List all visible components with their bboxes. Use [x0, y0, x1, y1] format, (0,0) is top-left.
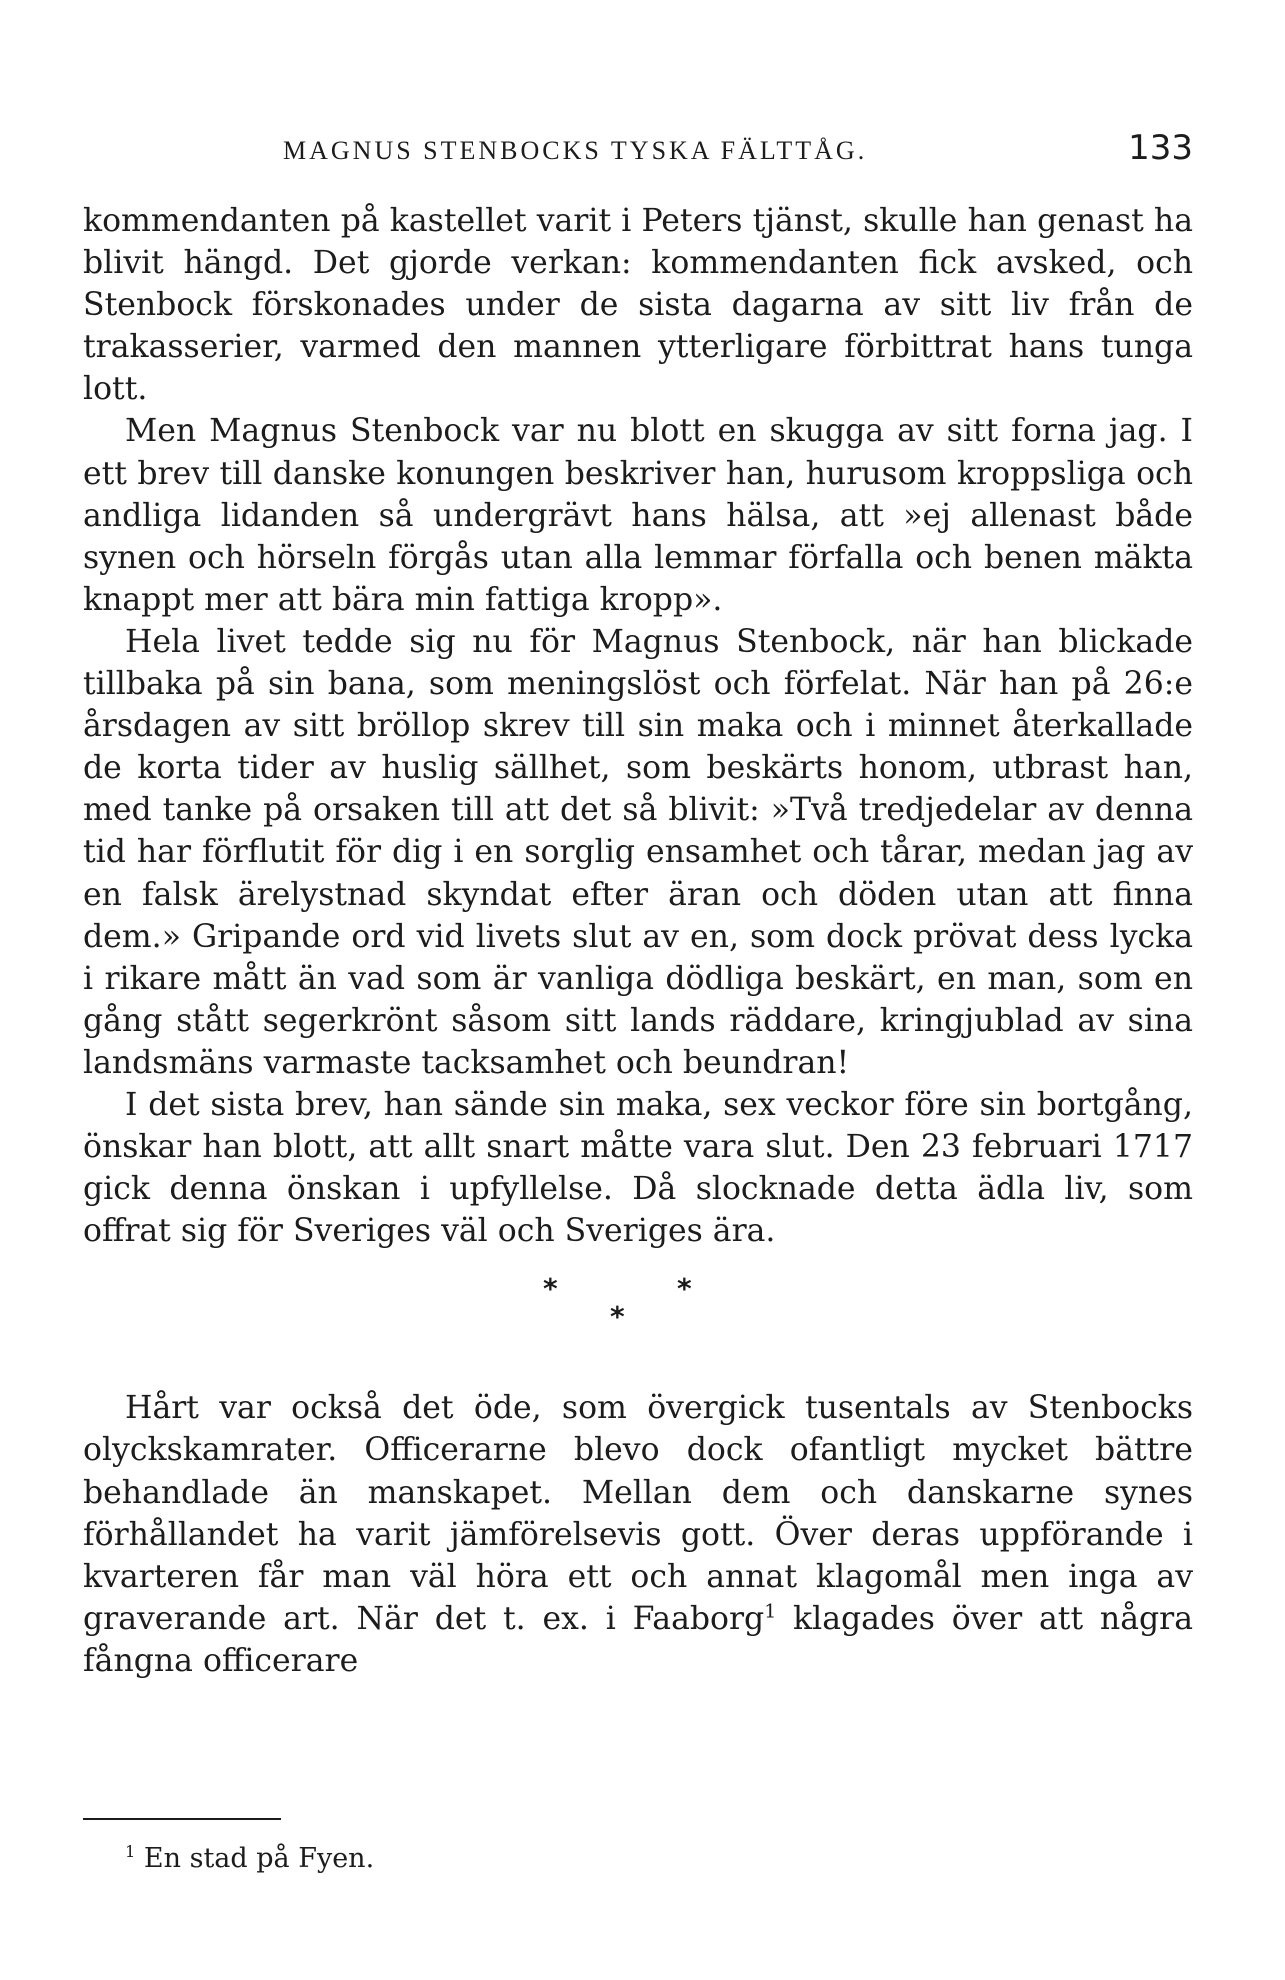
paragraph-2: Men Magnus Stenbock var nu blott en skugga av sitt forna jag. I ett brev till danske konungen beskriver han, hurusom kroppsliga och andliga lidanden så undergrävt hans hälsa, att »ej allenast både synen och hörseln förgås utan alla lemmar förfalla och benen mäkta knappt mer att bära min fattiga kropp». [83, 413, 1193, 618]
footnote [125, 1842, 374, 1876]
paragraph-1: kommendanten på kastellet varit i Peters tjänst, skulle han genast ha blivit hängd. Det gjorde verkan: kommendanten fick avsked, och Stenbock förskonades under de sista dagarna av sitt liv från de trakasserier, varmed den mannen ytterligare förbittrat hans tunga lott. [83, 203, 1193, 408]
separator-asterisk: * [543, 1272, 558, 1306]
separator-asterisk: * [610, 1300, 625, 1334]
section-separator [83, 1252, 1193, 1347]
separator-asterisk: * [677, 1272, 692, 1306]
footnote-marker: 1 [125, 1842, 136, 1861]
footnote-text: En stad på Fyen. [143, 1843, 375, 1874]
paragraph-5 [83, 1387, 1193, 1682]
body-text [83, 200, 1193, 1682]
running-head [83, 128, 1193, 174]
paragraph-4: I det sista brev, han sände sin maka, sex veckor före sin bortgång, önskar han blott, att allt snart måtte vara slut. Den 23 februari 1717 gick denna önskan i upfyllelse. Då slocknade detta ädla liv, som offrat sig för Sveriges väl och Sveriges ära. [83, 1086, 1193, 1250]
running-title: MAGNUS STENBOCKS TYSKA FÄLTTÅG. [283, 136, 868, 165]
footnote-rule [83, 1818, 281, 1820]
footnote-reference: 1 [764, 1600, 777, 1623]
paragraph-3: Hela livet tedde sig nu för Magnus Stenbock, när han blickade tillbaka på sin bana, som meningslöst och förfelat. När han på 26:e årsdagen av sitt bröllop skrev till sin maka och i minnet återkallade de korta tider av huslig sällhet, som beskärts honom, utbrast han, med tanke på orsaken till att det så blivit: »Två tredjedelar av denna tid har förflutit för dig i en sorglig ensamhet och tårar, medan jag av en falsk ärelystnad skyndat efter äran och döden utan att finna dem.» Gripande ord vid livets slut av en, som dock prövat dess lycka i rikare mått än vad som är vanliga dödliga beskärt, en man, som en gång stått segerkrönt såsom sitt lands räddare, kringjublad av sina landsmäns varmaste tacksamhet och beundran! [83, 623, 1193, 1081]
page-number: 133 [1128, 128, 1193, 168]
paragraph-5-text: Hårt var också det öde, som övergick tusentals av Stenbocks olyckskamrater. Officerarne blevo dock ofantligt mycket bättre behandlade än manskapet. Mellan dem och danskarne synes förhållandet ha varit jämförelsevis gott. Över deras uppförande i kvarteren får man väl höra ett och annat klagomål men inga av graverande art. När det t. ex. i Faaborg [83, 1390, 1193, 1637]
paragraph-5-continuation: klagades över att några fångna officerare [83, 1600, 1193, 1679]
book-page [83, 0, 1193, 1980]
